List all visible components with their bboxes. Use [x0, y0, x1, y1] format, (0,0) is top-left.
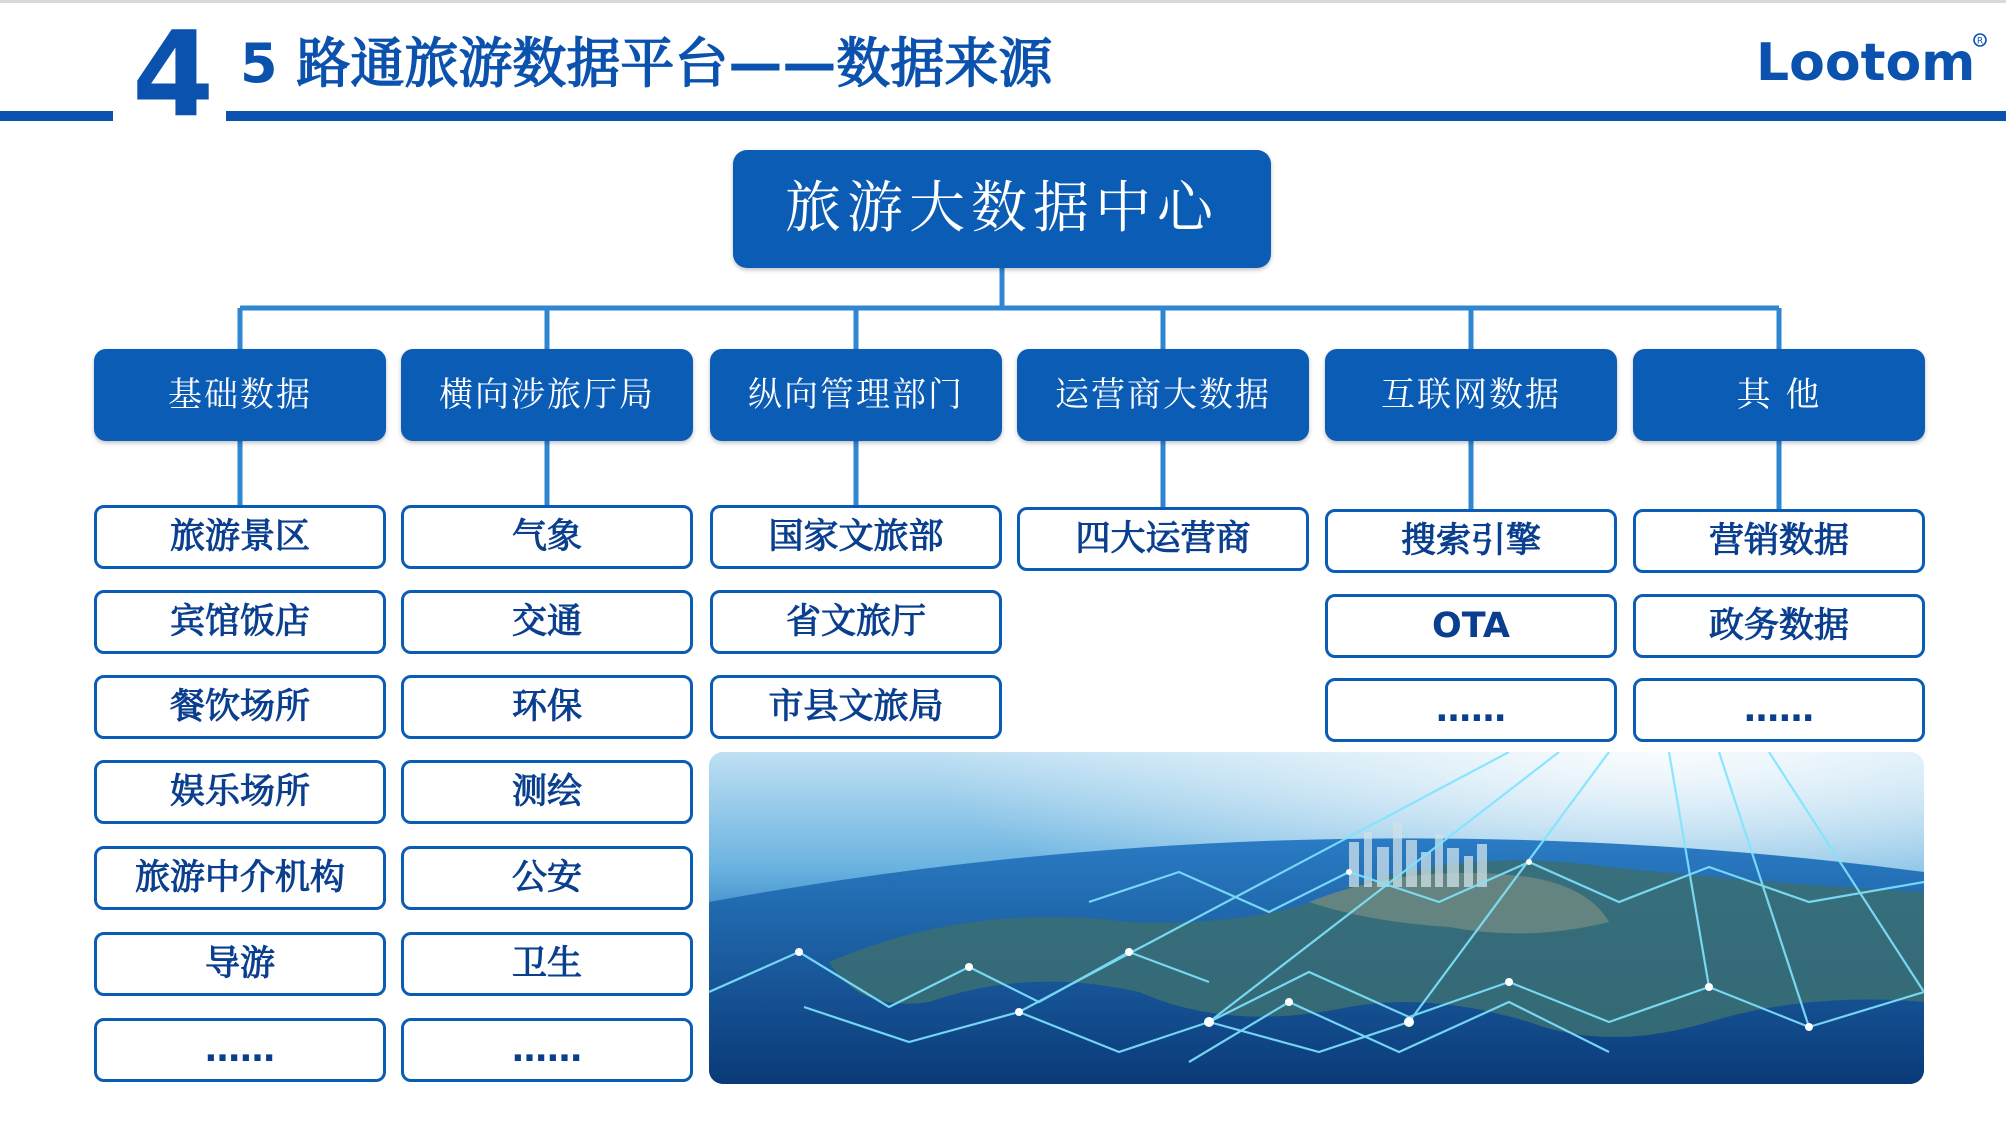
item-basic-3: 娱乐场所	[94, 760, 386, 824]
item-horizontal-3: 测绘	[401, 760, 693, 824]
item-horizontal-4: 公安	[401, 846, 693, 910]
item-basic-2: 餐饮场所	[94, 675, 386, 739]
item-basic-0: 旅游景区	[94, 505, 386, 569]
item-internet-2: ……	[1325, 678, 1617, 742]
svg-text:R: R	[1976, 36, 1984, 47]
category-horizontal-bureaus: 横向涉旅厅局	[401, 349, 693, 441]
item-operator-0: 四大运营商	[1017, 507, 1309, 571]
item-internet-0: 搜索引擎	[1325, 509, 1617, 573]
item-basic-4: 旅游中介机构	[94, 846, 386, 910]
item-vertical-2: 市县文旅局	[710, 675, 1002, 739]
item-vertical-0: 国家文旅部	[710, 505, 1002, 569]
item-horizontal-0: 气象	[401, 505, 693, 569]
city-network-photo	[709, 752, 1924, 1084]
svg-text:Lootom: Lootom	[1756, 33, 1976, 93]
item-horizontal-2: 环保	[401, 675, 693, 739]
item-vertical-1: 省文旅厅	[710, 590, 1002, 654]
item-other-1: 政务数据	[1633, 594, 1925, 658]
item-other-2: ……	[1633, 678, 1925, 742]
page-title: 5 路通旅游数据平台——数据来源	[240, 32, 1053, 95]
item-basic-5: 导游	[94, 932, 386, 996]
root-node: 旅游大数据中心	[733, 150, 1271, 268]
item-internet-1: OTA	[1325, 594, 1617, 658]
item-horizontal-5: 卫生	[401, 932, 693, 996]
category-operator-data: 运营商大数据	[1017, 349, 1309, 441]
category-internet-data: 互联网数据	[1325, 349, 1617, 441]
category-vertical-depts: 纵向管理部门	[710, 349, 1002, 441]
item-basic-6: ……	[94, 1018, 386, 1082]
section-number: 4	[132, 5, 215, 143]
category-basic-data: 基础数据	[94, 349, 386, 441]
category-other: 其 他	[1633, 349, 1925, 441]
item-other-0: 营销数据	[1633, 509, 1925, 573]
item-horizontal-6: ……	[401, 1018, 693, 1082]
item-horizontal-1: 交通	[401, 590, 693, 654]
item-basic-1: 宾馆饭店	[94, 590, 386, 654]
